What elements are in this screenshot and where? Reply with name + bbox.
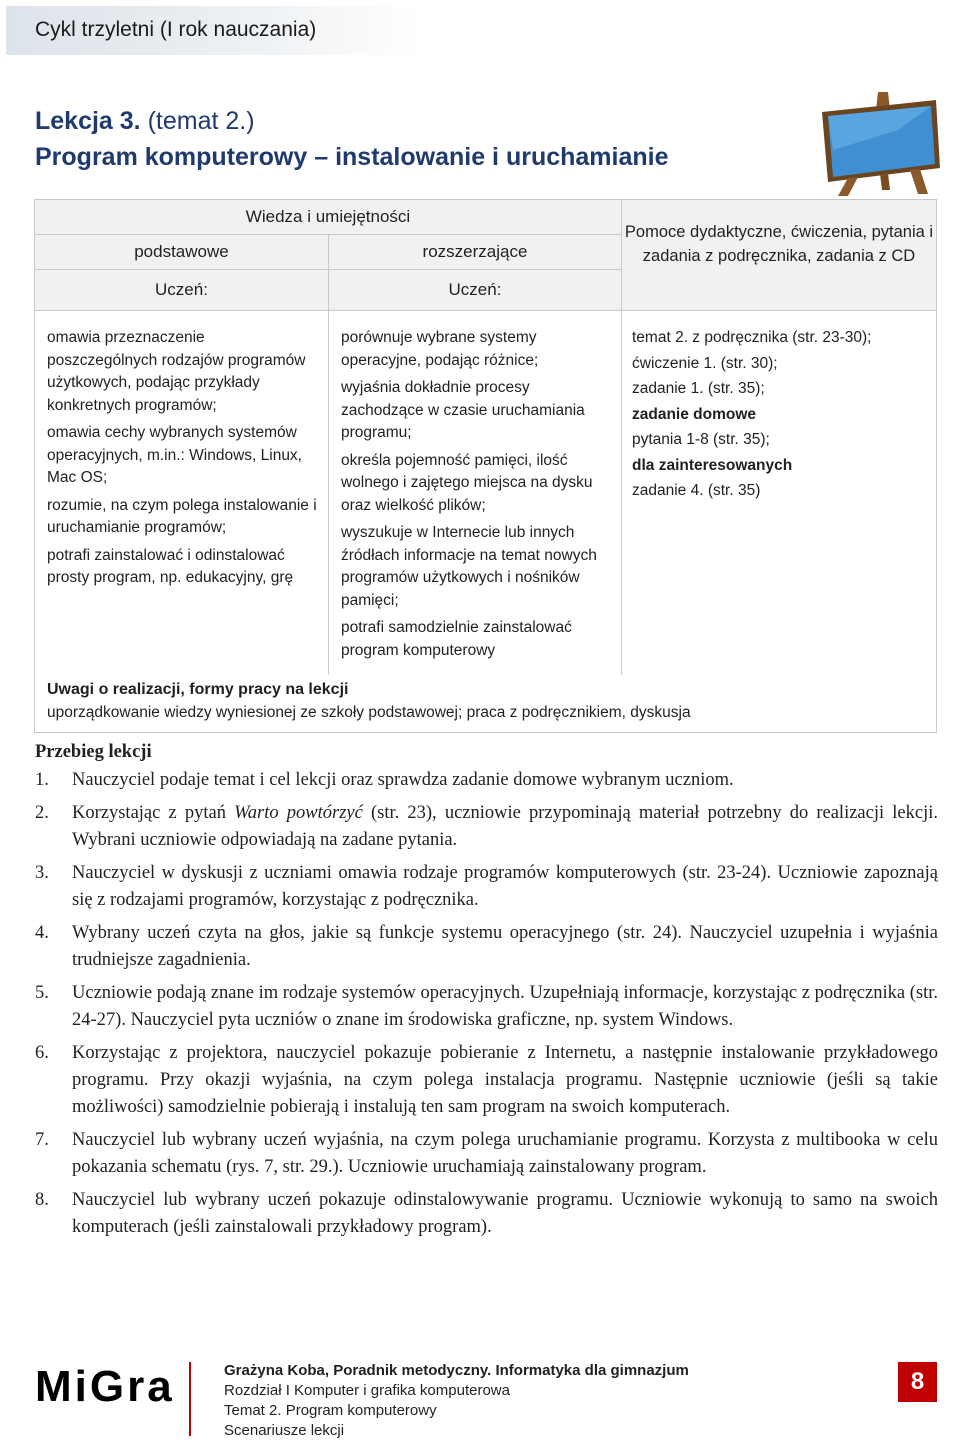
step-text-after: (str. 23), uczniowie przypominają materiał potrzebny do realizacji lekcji. Wybrani uczniowie odpowiadają na zadane pytania.	[72, 803, 938, 850]
lesson-step	[35, 1187, 938, 1241]
step-text: Nauczyciel w dyskusji z uczniami omawia rodzaje programów komputerowych (str. 23-24). Uczniowie zapoznają się z rodzajami programów, korzystając z podręcznika.	[72, 863, 938, 910]
basic-item: rozumie, na czym polega instalowanie i uruchamianie programów;	[47, 496, 317, 536]
extended-item: wyjaśnia dokładnie procesy zachodzące w czasie uruchamiania programu;	[340, 379, 585, 441]
basic-item: potrafi zainstalować i odinstalować prosty program, np. edukacyjny, grę	[47, 546, 294, 586]
step-text: Nauczyciel lub wybrany uczeń wyjaśnia, na czym polega uruchamianie programu. Korzysta z multibooka w celu pokazania schematu (rys. 7, str. 29.). Uczniowie uruchamiają zainstalowany program.	[72, 1130, 938, 1177]
lesson-plan-table	[34, 199, 937, 733]
header-aids: Pomoce dydaktyczne, ćwiczenia, pytania i zadania z podręcznika, zadania z CD	[622, 200, 937, 311]
step-number: 5.	[35, 983, 49, 1003]
cycle-banner-text: Cykl trzyletni (I rok nauczania)	[35, 18, 317, 41]
header-extended: rozszerzające	[328, 235, 621, 270]
extended-item: porównuje wybrane systemy operacyjne, podając różnice;	[340, 329, 539, 369]
aids-homework-label: zadanie domowe	[632, 405, 757, 423]
step-text: Nauczyciel podaje temat i cel lekcji oraz sprawdza zadanie domowe wybranym uczniom.	[72, 770, 734, 790]
basic-skills-cell	[35, 311, 329, 676]
aids-item: temat 2. z podręcznika (str. 23-30);	[632, 329, 872, 346]
lesson-flow	[35, 739, 938, 1247]
lesson-step	[35, 800, 938, 854]
notes-title: Uwagi o realizacji, formy pracy na lekcji	[47, 681, 349, 698]
lesson-number: Lekcja 3.	[35, 107, 141, 135]
lesson-step	[35, 980, 938, 1034]
step-text-italic: Warto powtórzyć	[234, 803, 363, 823]
footer-info	[224, 1361, 689, 1441]
extended-item: wyszukuje w Internecie lub innych źródłach informacje na temat nowych programów użytkowych i nośników pamięci;	[340, 524, 597, 609]
notes-text: uporządkowanie wiedzy wyniesionej ze szkoły podstawowej; praca z podręcznikiem, dyskusja	[47, 703, 691, 721]
footer-book-title: Grażyna Koba, Poradnik metodyczny. Informatyka dla gimnazjum	[224, 1362, 689, 1379]
header-student-basic: Uczeń:	[35, 270, 329, 311]
step-text-before: Korzystając z pytań	[72, 803, 235, 823]
page-number: 8	[898, 1362, 937, 1402]
footer-section: Scenariusze lekcji	[224, 1422, 345, 1439]
footer-divider	[189, 1362, 191, 1436]
aids-cell	[622, 311, 937, 676]
step-text: Korzystając z projektora, nauczyciel pokazuje pobieranie z Internetu, a następnie instalowanie przykładowego programu. Przy okazji wyjaśnia, na czym polega instalacja programu. Następnie uczniowie (jeśli są takie możliwości) samodzielnie pobierają i instalują ten sam program na swoich komputerach.	[72, 1043, 938, 1117]
easel-icon	[818, 90, 942, 196]
program-title: Program komputerowy – instalowanie i uruchamianie	[35, 143, 669, 171]
step-number: 4.	[35, 923, 49, 943]
step-text: Wybrany uczeń czyta na głos, jakie są funkcje systemu operacyjnego (str. 24). Nauczyciel uzupełnia i wyjaśnia trudniejsze zagadnienia.	[72, 923, 938, 970]
aids-item: ćwiczenie 1. (str. 30);	[632, 354, 778, 372]
aids-item: zadanie 1. (str. 35);	[632, 380, 765, 397]
footer-chapter: Rozdział I Komputer i grafika komputerowa	[224, 1382, 510, 1399]
lesson-step	[35, 860, 938, 914]
step-number: 8.	[35, 1190, 49, 1210]
step-text: Uczniowie podają znane im rodzaje systemów operacyjnych. Uzupełniają informacje, korzystając z podręcznika (str. 24-27). Nauczyciel pyta uczniów o znane im środowiska graficzne, np. system Windows.	[72, 983, 938, 1030]
lesson-flow-title: Przebieg lekcji	[35, 742, 152, 762]
lesson-step	[35, 767, 938, 794]
extended-item: określa pojemność pamięci, ilość wolnego i zajętego miejsca na dysku oraz wielkość plików;	[340, 451, 593, 514]
lesson-step	[35, 1127, 938, 1181]
header-knowledge: Wiedza i umiejętności	[35, 200, 622, 235]
step-number: 1.	[35, 770, 49, 790]
cycle-banner	[6, 6, 420, 55]
step-number: 3.	[35, 863, 49, 883]
header-basic: podstawowe	[35, 235, 329, 270]
basic-item: omawia przeznaczenie poszczególnych rodzajów programów użytkowych, podając przykłady konkretnych programów;	[47, 329, 306, 414]
aids-interested-label: dla zainteresowanych	[632, 456, 793, 474]
publisher-logo: MiGra	[35, 1362, 175, 1411]
lesson-step	[35, 920, 938, 974]
extended-skills-cell	[328, 311, 621, 676]
lesson-flow-list	[35, 767, 938, 1241]
footer-topic: Temat 2. Program komputerowy	[224, 1402, 437, 1419]
basic-item: omawia cechy wybranych systemów operacyjnych, m.in.: Windows, Linux, Mac OS;	[47, 424, 302, 486]
lesson-topic-ref: (temat 2.)	[147, 107, 255, 135]
lesson-step	[35, 1040, 938, 1121]
notes-cell	[35, 675, 937, 733]
aids-item: zadanie 4. (str. 35)	[632, 482, 761, 499]
step-number: 2.	[35, 803, 49, 823]
aids-item: pytania 1-8 (str. 35);	[632, 431, 770, 448]
lesson-title	[35, 103, 669, 175]
step-number: 7.	[35, 1130, 49, 1150]
step-number: 6.	[35, 1043, 49, 1063]
extended-item: potrafi samodzielnie zainstalować program komputerowy	[340, 619, 572, 659]
step-text: Nauczyciel lub wybrany uczeń pokazuje odinstalowywanie programu. Uczniowie wykonują to samo na swoich komputerach (jeśli zainstalowali przykładowy program).	[72, 1190, 938, 1237]
header-student-extended: Uczeń:	[328, 270, 621, 311]
